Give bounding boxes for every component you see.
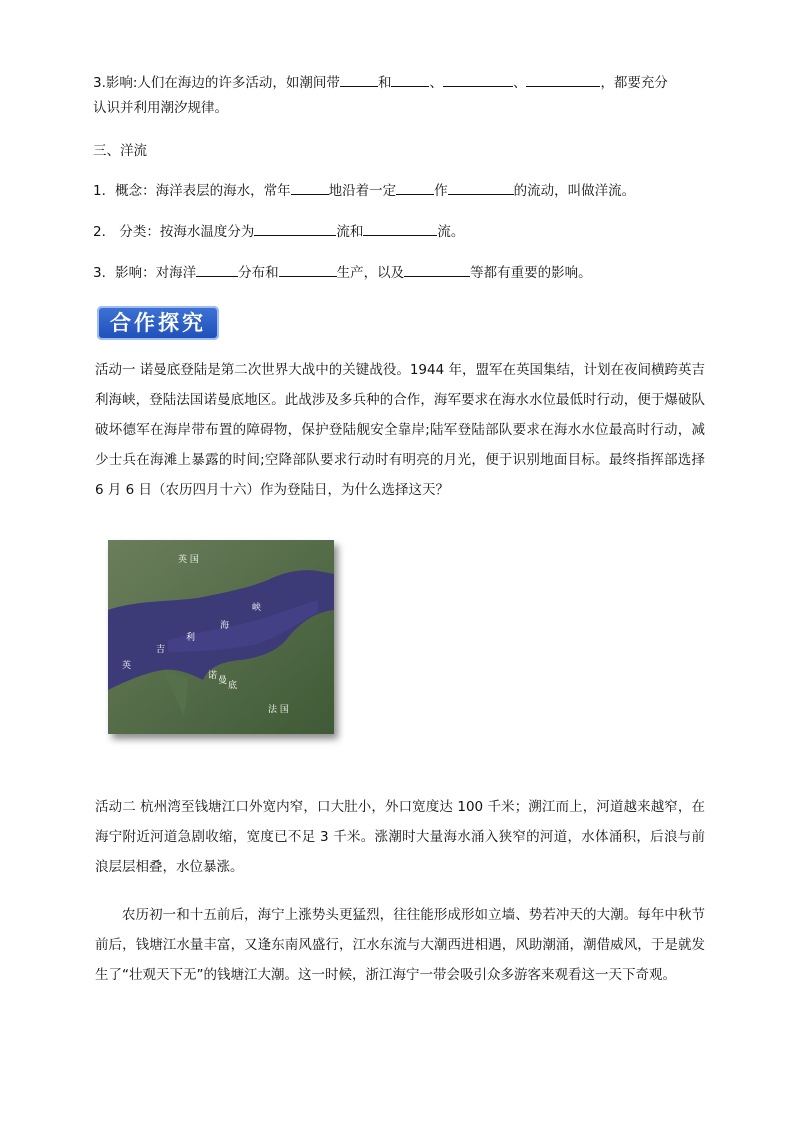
label-man: 曼 [218,676,228,686]
label-di: 底 [228,681,238,691]
blank[interactable] [196,262,238,277]
label-xia: 峡 [252,603,262,613]
blank[interactable] [363,221,437,236]
blank[interactable] [404,262,470,277]
label-uk: 英 国 [178,555,199,565]
label-france: 法 国 [268,705,289,715]
label-ji: 吉 [156,645,166,655]
blank[interactable] [443,72,513,87]
blank[interactable] [526,72,600,87]
activity-2-text-1: 活动二 杭州湾至钱塘江口外宽内窄，口大肚小，外口宽度达 100 千米；溯江而上，河道越来越窄，在海宁附近河道急剧收缩，宽度已不足 3 千米。涨潮时大量海水涌入狭窄的河道，水体涌积，后浪与前浪层层相叠，水位暴涨。 [95,799,705,875]
activity-1-text: 活动一 诺曼底登陆是第二次世界大战中的关键战役。1944 年，盟军在英国集结，计划在夜间横跨英吉利海峡，登陆法国诺曼底地区。此战涉及多兵种的合作，海军要求在海水水位最低时行动，便于爆破队破坏德军在海岸带布置的障碍物，保护登陆舰安全靠岸;陆军登陆部队要求在海水水位最高时行动，减少士兵在海滩上暴露的时间;空降部队要求行动时有明亮的月光，便于识别地面目标。最终指挥部选择 6 月 6 日（农历四月十六）作为登陆日，为什么选择这天？ [95,362,705,498]
blank[interactable] [254,221,336,236]
current-concept-line: 1．概念：海洋表层的海水，常年 地沿着一定 作 的流动，叫做洋流。 [93,180,635,201]
english-channel-map [108,540,334,734]
label-ying: 英 [122,661,132,671]
blank[interactable] [391,72,429,87]
tide-effect-line-2: 认识并利用潮汐规律。 [93,100,228,116]
blank[interactable] [448,180,514,195]
blank[interactable] [279,262,337,277]
blank[interactable] [340,72,378,87]
current-effect-line: 3．影响：对海洋 分布和 生产，以及 等都有重要的影响。 [93,262,592,283]
blank[interactable] [396,180,434,195]
blank[interactable] [291,180,329,195]
label-nuo: 诺 [208,671,218,681]
activity-2-text-2: 农历初一和十五前后，海宁上涨势头更猛烈，往往能形成形如立墙、势若冲天的大潮。每年中秋节前后，钱塘江水量丰富，又逢东南风盛行，江水东流与大潮西进相遇，风助潮涌，潮借威风，于是就发生了“壮观天下无”的钱塘江大潮。这一时候，浙江海宁一带会吸引众多游客来观看这一天下奇观。 [95,907,705,983]
current-class-line: 2． 分类：按海水温度分为 流和 流。 [93,221,464,242]
label-li: 利 [186,633,196,643]
tide-effect-line-1: 3.影响:人们在海边的许多活动，如潮间带 和 、 、 ，都要充分 [93,72,668,93]
section-heading: 三、洋流 [93,143,147,159]
cooperative-inquiry-badge: 合作探究 [97,306,219,340]
label-hai: 海 [220,621,230,631]
